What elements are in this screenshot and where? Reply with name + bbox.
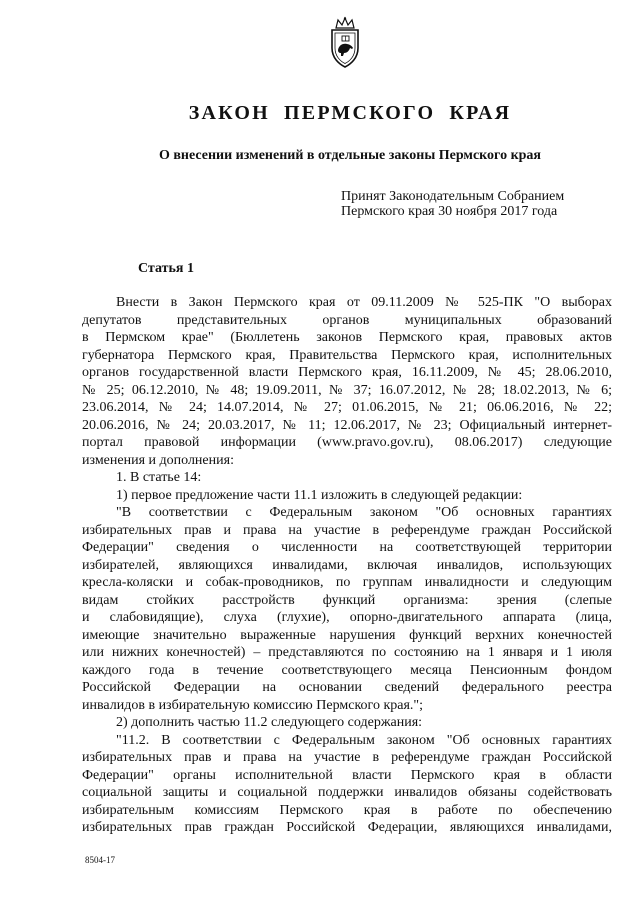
- article-heading: Статья 1: [138, 261, 194, 276]
- article-text-line: Федерации" сведения о численности на соответствующей территории: [82, 540, 612, 555]
- article-text-line: избирательных прав и права на участие в референдуме граждан Российской: [82, 750, 612, 765]
- article-text-line: 23.06.2014, № 24; 14.07.2014, № 27; 01.06.2015, № 21; 06.06.2016, № 22;: [82, 400, 612, 415]
- article-text-line: 1) первое предложение части 11.1 изложить в следующей редакции:: [116, 487, 523, 503]
- article-text-line: кресла-коляски и собак-проводников, по группам инвалидности и следующим: [82, 575, 612, 590]
- adoption-note-line: Пермского края 30 ноября 2017 года: [341, 204, 558, 219]
- adoption-note-line: Принят Законодательным Собранием: [341, 189, 565, 204]
- article-text-line: и слабовидящие), слуха (глухие), опорно-двигательного аппарата (лица,: [82, 610, 612, 625]
- article-text-line: Внести в Закон Пермского края от 09.11.2009 № 525-ПК "О выборах: [116, 295, 612, 310]
- article-text-line: имеющие значительно выраженные нарушения функций верхних конечностей: [82, 627, 612, 643]
- article-text-line: избирательным комиссиям Пермского края в работе по обеспечению: [82, 802, 612, 818]
- article-text-line: "11.2. В соответствии с Федеральным законом "Об основных гарантиях: [116, 732, 612, 748]
- article-text-line: избирательных прав и права на участие в референдуме граждан Российской: [82, 522, 612, 538]
- article-body: [82, 294, 612, 837]
- adoption-note: [341, 189, 564, 219]
- article-text-line: Российской Федерации на основании сведений федерального реестра: [82, 680, 612, 695]
- article-text-line: или нижних конечностей) – представляются по состоянию на 1 января и 1 июля: [82, 645, 612, 660]
- article-text-line: "В соответствии с Федеральным законом "Об основных гарантиях: [116, 505, 612, 520]
- article-text-line: видам стойких расстройств функций организма: зрения (слепые: [82, 592, 612, 608]
- article-text-line: Федерации" органы исполнительной власти Пермского края в области: [82, 767, 612, 783]
- article-text-line: губернатора Пермского края, Правительства Пермского края, исполнительных: [82, 347, 612, 363]
- article-text-line: социальной защиты и социальной поддержки инвалидов обязаны содействовать: [82, 785, 612, 800]
- law-subtitle: О внесении изменений в отдельные законы Пермского края: [158, 148, 541, 163]
- perm-krai-coat-of-arms-icon: [326, 16, 364, 68]
- article-text-line: 20.06.2016, № 24; 20.03.2017, № 11; 12.06.2017, № 23; Официальный интернет-: [82, 417, 612, 433]
- article-text-line: изменения и дополнения:: [82, 452, 234, 468]
- article-text-line: депутатов представительных органов муниципальных образований: [82, 312, 612, 328]
- article-text-line: № 25; 06.12.2010, № 48; 19.09.2011, № 37; 16.07.2012, № 28; 18.02.2013, № 6;: [82, 382, 612, 398]
- article-text-line: инвалидов в избирательную комиссию Пермского края.";: [82, 697, 423, 713]
- document-code: 8504-17: [85, 855, 115, 865]
- article-text-line: избирательных прав граждан Российской Федерации, являющихся инвалидами,: [82, 820, 612, 835]
- article-text-line: в Пермском крае" (Бюллетень законов Пермского края, правовых актов: [82, 330, 612, 345]
- article-text-line: каждого года в течение соответствующего месяца Пенсионным фондом: [82, 662, 612, 678]
- article-text-line: 1. В статье 14:: [116, 470, 202, 485]
- article-text-line: 2) дополнить частью 11.2 следующего содержания:: [116, 715, 423, 730]
- article-text-line: портал правовой информации (www.pravo.gov.ru), 08.06.2017) следующие: [82, 435, 612, 450]
- article-text-line: органов государственной власти Пермского края, 16.11.2009, № 45; 28.06.2010,: [82, 365, 612, 380]
- article-text-line: избирателей, являющихся инвалидами, включая инвалидов, использующих: [82, 557, 612, 573]
- law-title: ЗАКОН ПЕРМСКОГО КРАЯ: [188, 102, 512, 124]
